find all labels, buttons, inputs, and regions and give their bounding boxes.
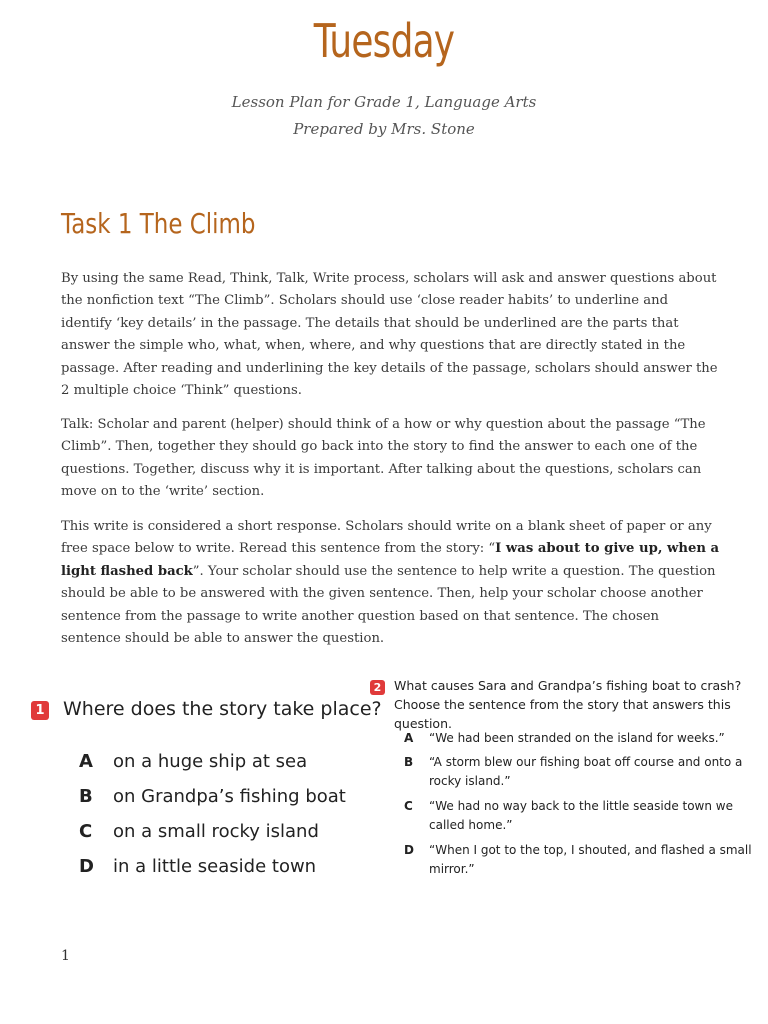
question-text: Where does the story take place? — [63, 698, 382, 720]
option-text: on Grandpa’s fishing boat — [113, 786, 346, 807]
option-text: “When I got to the top, I shouted, and flashed a small mirror.” — [429, 843, 752, 876]
option-text: in a little seaside town — [113, 856, 317, 877]
option-text: “We had no way back to the little seaside town we called home.” — [429, 799, 733, 832]
option-letter: B — [79, 786, 93, 807]
option-letter: B — [404, 755, 414, 769]
answer-option[interactable] — [404, 797, 754, 835]
page-title: Tuesday — [313, 14, 455, 68]
option-letter: A — [79, 751, 93, 772]
option-letter: D — [79, 856, 94, 877]
paragraph-write-after: ”. Your scholar should use the sentence to help write a question. The question should be able to be answered with the given sentence. Then, help your scholar choose another sentence from the passage to write another question based on that sentence. The chosen sentence should be able to answer the question. — [61, 563, 716, 647]
paragraph-write-before: This write is considered a short response. Scholars should write on a blank sheet of paper or any free space below to write. Reread this sentence from the story: “ — [61, 519, 712, 557]
question-1 — [31, 698, 382, 877]
paragraph-talk: Talk: Scholar and parent (helper) should think of a how or why question about the passage “The Climb”. Then, together they should go back into the story to find the answer to each one of the questions. Together, discuss why it is important. After talking about the questions, scholars can move on to the ‘write’ section. — [61, 417, 706, 500]
answer-option[interactable] — [404, 753, 754, 791]
option-text: on a small rocky island — [113, 821, 319, 842]
page-number: 1 — [61, 948, 70, 964]
subtitle-author: Prepared by Mrs. Stone — [293, 120, 475, 138]
answer-option[interactable] — [404, 729, 754, 748]
quoted-sentence: I was about to give up, when a light flashed back — [61, 541, 720, 579]
question-text: What causes Sara and Grandpa’s fishing boat to crash? Choose the sentence from the story that answers this question. — [394, 678, 742, 731]
answer-option[interactable] — [404, 841, 754, 879]
option-text: “We had been stranded on the island for weeks.” — [429, 731, 725, 745]
answer-option[interactable] — [79, 821, 319, 842]
question-number-badge: 1 — [31, 701, 49, 720]
option-text: on a huge ship at sea — [113, 751, 308, 772]
answer-option[interactable] — [79, 786, 346, 807]
option-letter: A — [404, 731, 414, 745]
option-letter: C — [79, 821, 93, 842]
option-letter: D — [404, 843, 414, 857]
question-number-badge: 2 — [370, 680, 385, 695]
answer-option[interactable] — [79, 751, 307, 772]
paragraph-process: By using the same Read, Think, Talk, Write process, scholars will ask and answer questions about the nonfiction text “The Climb”. Scholars should use ‘close reader habits’ to underline and identify ‘key details’ in the passage. The details that should be underlined are the parts that answer the simple who, what, when, where, and why questions that are directly stated in the passage. After reading and underlining the key details of the passage, scholars should answer the 2 multiple choice ‘Think” questions. — [61, 271, 718, 399]
option-text: “A storm blew our fishing boat off course and onto a rocky island.” — [429, 755, 743, 788]
option-letter: C — [404, 799, 413, 813]
paragraph-write — [61, 516, 721, 650]
subtitle-grade: Lesson Plan for Grade 1, Language Arts — [231, 93, 537, 111]
question-2 — [370, 677, 760, 876]
task-heading: Task 1 The Climb — [61, 207, 256, 240]
answer-option[interactable] — [79, 856, 316, 877]
